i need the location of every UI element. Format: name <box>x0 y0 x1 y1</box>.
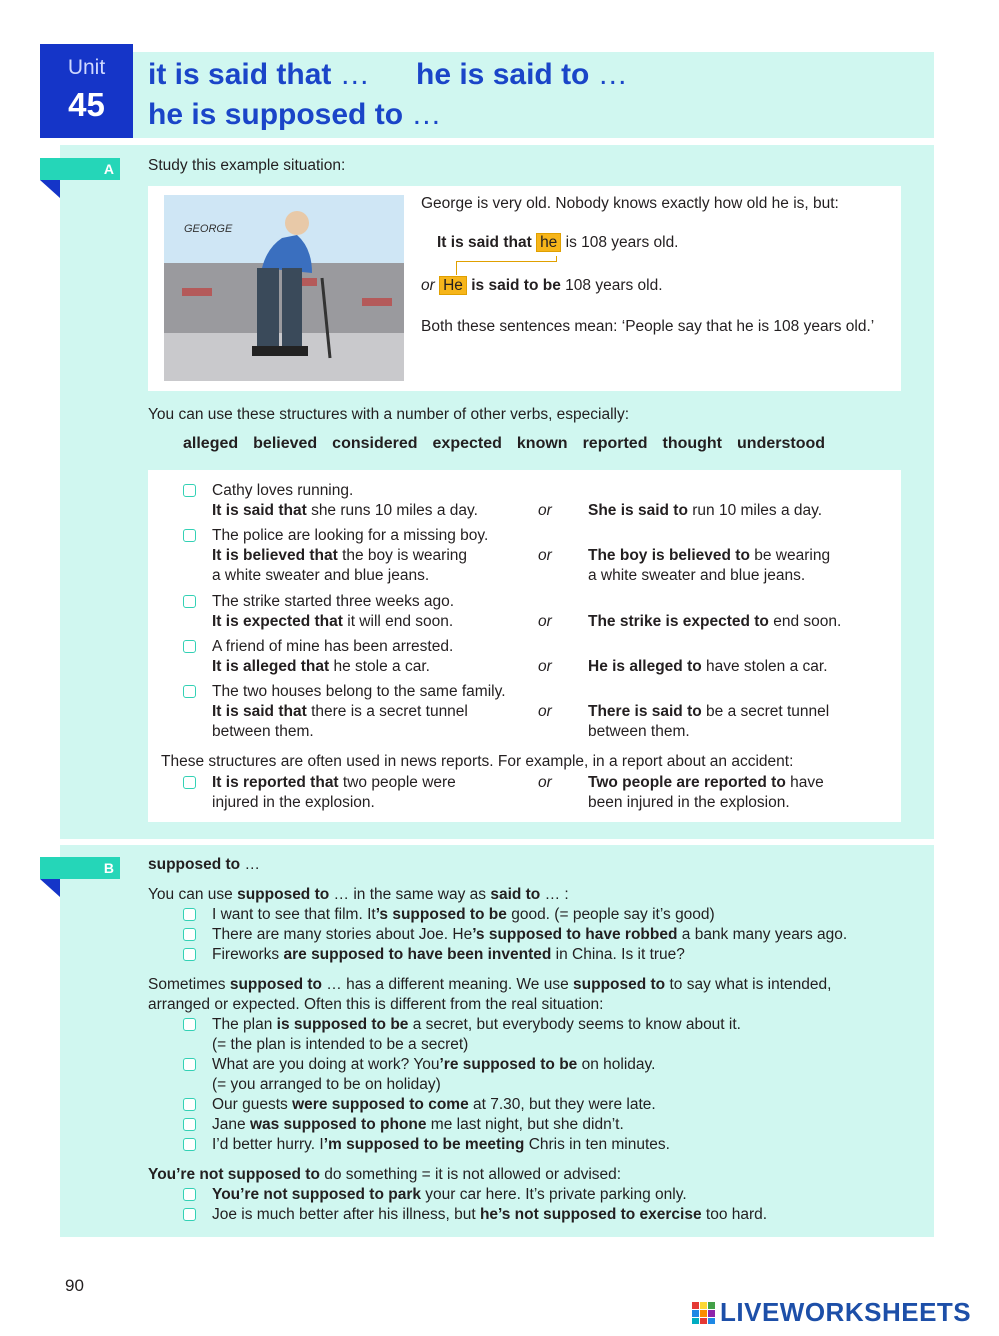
or-label: or <box>538 613 552 630</box>
title-line-2: he is supposed to … <box>148 98 442 131</box>
unit-label: Unit <box>67 56 106 79</box>
section-b-p2: Sometimes supposed to … has a different meaning. We use supposed to to say what is intended, <box>148 976 832 993</box>
liveworksheets-logo-icon <box>692 1302 716 1324</box>
bullet-icon <box>183 1208 196 1221</box>
verb-item: considered <box>332 435 418 452</box>
example-left: It is said that she runs 10 miles a day. <box>212 502 478 519</box>
news-intro: These structures are often used in news reports. For example, in a report about an accident: <box>161 753 794 770</box>
section-b-corner <box>40 879 60 897</box>
bullet-icon <box>183 928 196 941</box>
meaning-text: Both these sentences mean: ‘People say that he is 108 years old.’ <box>421 318 875 335</box>
list-item: There are many stories about Joe. He’s supposed to have robbed a bank many years ago. <box>212 926 848 943</box>
news-left: It is reported that two people were <box>212 774 456 791</box>
example-left: It is believed that the boy is wearing <box>212 547 468 564</box>
or-label: or <box>538 502 552 519</box>
bullet-icon <box>183 1058 196 1071</box>
list-item: I want to see that film. It’s supposed to be good. (= people say it’s good) <box>212 906 715 923</box>
bullet-icon <box>183 1098 196 1111</box>
example-context: A friend of mine has been arrested. <box>212 638 454 655</box>
section-b-p1: You can use supposed to … in the same way as said to … : <box>148 886 569 903</box>
bullet-icon <box>183 1188 196 1201</box>
example-right: The boy is believed to be wearing <box>588 547 831 564</box>
liveworksheets-brand[interactable]: LIVEWORKSHEETS <box>720 1297 972 1327</box>
list-item-note: (= you arranged to be on holiday) <box>212 1076 441 1093</box>
or-label: or <box>538 547 552 564</box>
section-a-corner <box>40 180 60 198</box>
page-number: 90 <box>65 1276 84 1295</box>
verb-item: alleged <box>183 435 239 452</box>
or-label: or <box>538 703 552 720</box>
news-right: Two people are reported to have <box>588 774 824 791</box>
story-text: George is very old. Nobody knows exactly how old he is, but: <box>421 195 839 212</box>
verb-item: thought <box>662 435 723 452</box>
news-left-cont: injured in the explosion. <box>212 794 375 811</box>
section-b-p3: You’re not supposed to do something = it is not allowed or advised: <box>148 1166 622 1183</box>
list-item: Joe is much better after his illness, but he’s not supposed to exercise too hard. <box>212 1206 768 1223</box>
bullet-icon <box>183 529 196 542</box>
list-item: You’re not supposed to park your car here. It’s private parking only. <box>212 1186 687 1203</box>
or-label: or <box>538 658 552 675</box>
list-item-note: (= the plan is intended to be a secret) <box>212 1036 469 1053</box>
section-b-tag: B <box>40 857 120 879</box>
section-a-tag: A <box>40 158 120 180</box>
section-b-heading: supposed to … <box>148 856 260 873</box>
bullet-icon <box>183 685 196 698</box>
example-right: He is alleged to have stolen a car. <box>588 658 828 675</box>
example-context: The two houses belong to the same family. <box>212 683 506 700</box>
bullet-icon <box>183 948 196 961</box>
section-a-intro: Study this example situation: <box>148 157 346 174</box>
list-item: The plan is supposed to be a secret, but everybody seems to know about it. <box>212 1016 741 1033</box>
example-left: It is expected that it will end soon. <box>212 613 454 630</box>
list-item: Jane was supposed to phone me last night, but she didn’t. <box>212 1116 624 1133</box>
bullet-icon <box>183 640 196 653</box>
bullet-icon <box>183 595 196 608</box>
verb-item: known <box>516 435 568 452</box>
section-b-p2-cont: arranged or expected. Often this is different from the real situation: <box>148 996 604 1013</box>
example-right: There is said to be a secret tunnel <box>588 703 830 720</box>
example-left-cont: a white sweater and blue jeans. <box>212 567 430 584</box>
highlight-connector-a <box>456 256 557 262</box>
verbs-list <box>183 434 840 454</box>
example-right: The strike is expected to end soon. <box>588 613 842 630</box>
bullet-icon <box>183 1118 196 1131</box>
or-label: or <box>538 774 552 791</box>
unit-number: 45 <box>68 86 105 123</box>
example-left: It is alleged that he stole a car. <box>212 658 430 675</box>
list-item: Our guests were supposed to come at 7.30, but they were late. <box>212 1096 656 1113</box>
example-context: The strike started three weeks ago. <box>212 593 455 610</box>
example-right: She is said to run 10 miles a day. <box>588 502 823 519</box>
bullet-icon <box>183 1138 196 1151</box>
example-right-cont: between them. <box>588 723 690 740</box>
list-item: What are you doing at work? You’re supposed to be on holiday. <box>212 1056 656 1073</box>
example-sentence-2: or He is said to be 108 years old. <box>421 277 663 294</box>
verb-item: reported <box>582 435 648 452</box>
example-sentence-1: It is said that he is 108 years old. <box>437 234 679 251</box>
title-line-1b: he is said to … <box>416 58 628 91</box>
example-context: The police are looking for a missing boy. <box>212 527 489 544</box>
bullet-icon <box>183 776 196 789</box>
example-left: It is said that there is a secret tunnel <box>212 703 468 720</box>
highlight-connector-b <box>456 261 457 275</box>
verb-item: understood <box>737 435 826 452</box>
george-illustration <box>162 193 406 383</box>
example-left-cont: between them. <box>212 723 314 740</box>
list-item: I’d better hurry. I’m supposed to be meeting Chris in ten minutes. <box>212 1136 670 1153</box>
bullet-icon <box>183 1018 196 1031</box>
verbs-intro: You can use these structures with a number of other verbs, especially: <box>148 406 630 423</box>
illustration-label: GEORGE <box>184 223 233 235</box>
verb-item: expected <box>432 435 502 452</box>
unit-badge <box>40 44 133 138</box>
example-right-cont: a white sweater and blue jeans. <box>588 567 806 584</box>
title-line-1a: it is said that … <box>148 58 370 91</box>
bullet-icon <box>183 908 196 921</box>
bullet-icon <box>183 484 196 497</box>
list-item: Fireworks are supposed to have been invented in China. Is it true? <box>212 946 685 963</box>
news-right-cont: been injured in the explosion. <box>588 794 790 811</box>
verb-item: believed <box>253 435 318 452</box>
example-context: Cathy loves running. <box>212 482 354 499</box>
